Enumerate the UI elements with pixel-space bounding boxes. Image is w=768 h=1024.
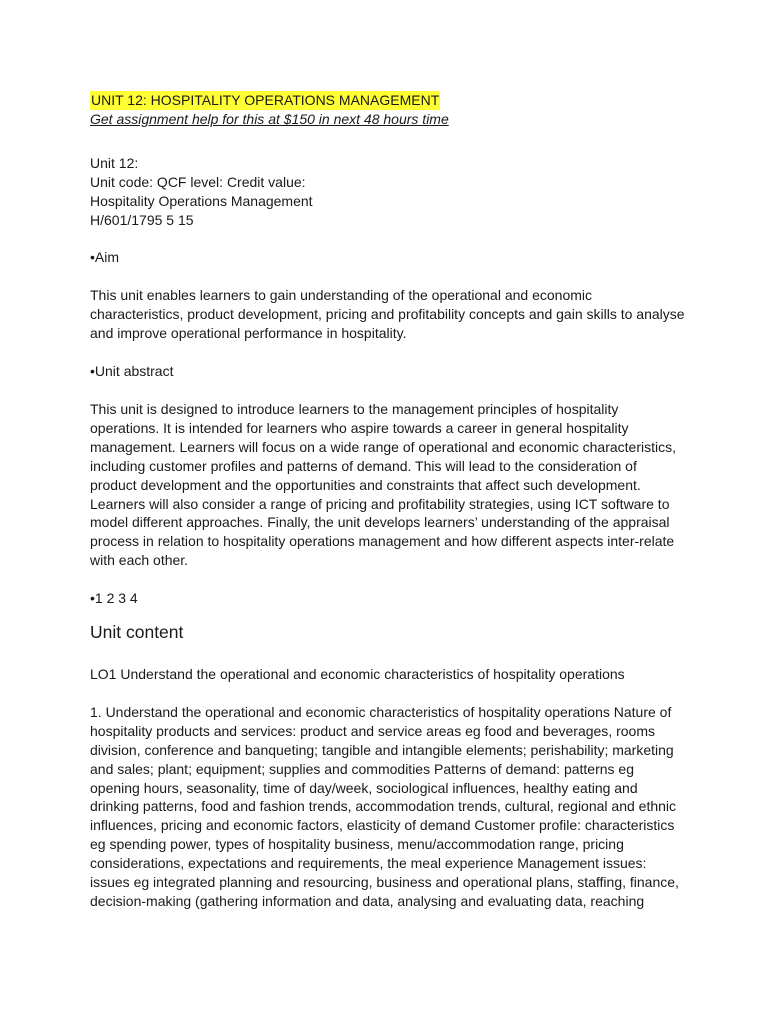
lo1-line: issues eg integrated planning and resourcing, business and operational plans, staffing, finance, [90,874,679,891]
lo1-line: decision-making (gathering information and data, analysing and evaluating data, reaching [90,893,645,909]
aim-line: This unit enables learners to gain understanding of the operational and economic [90,287,592,304]
lo1-line: opening hours, seasonality, time of day/week, sociological influences, healthy eating and [90,779,638,796]
lo1-text [90,703,702,911]
lo1-line: eg spending power, types of hospitality business, menu/accommodation range, pricing [90,836,624,853]
aim-text [90,286,702,343]
abstract-line: This unit is designed to introduce learners to the management principles of hospitality [90,400,619,417]
document-title: UNIT 12: HOSPITALITY OPERATIONS MANAGEMENT [91,92,440,108]
aim-line: characteristics, product development, pricing and profitability concepts and gain skills to analyse [90,306,685,323]
unit-info-block [90,154,702,230]
aim-heading: •Aim [90,249,120,266]
unit-info-line: H/601/1795 5 15 [90,211,194,228]
abstract-line: model different approaches. Finally, the unit develops learners’ understanding of the appraisal [90,514,670,531]
lo1-line: and sales; plant; equipment; supplies and commodities Patterns of demand: patterns eg [90,760,634,777]
unit-info-line: Unit 12: [90,154,139,171]
aim-line: and improve operational performance in hospitality. [90,325,407,342]
unit-info-line: Unit code: QCF level: Credit value: [90,173,306,190]
document-body [90,91,702,911]
abstract-heading: •Unit abstract [90,363,174,380]
lo1-line: drinking patterns, food and fashion trends, accommodation trends, cultural, regional and ethnic [90,798,677,815]
title-row [90,91,702,110]
abstract-line: including customer profiles and patterns of demand. This will lead to the consideration of [90,457,637,474]
unit-info-line: Hospitality Operations Management [90,192,313,209]
abstract-line: management. Learners will focus on a wide range of operational and economic characteristics, [90,438,676,455]
lo1-line: hospitality products and services: product and service areas eg food and beverages, rooms [90,722,655,739]
lo1-line: considerations, expectations and requirements, the meal experience Management issues: [90,855,647,872]
lo1-heading: LO1 Understand the operational and economic characteristics of hospitality operations [90,666,625,683]
outcomes-line: •1 2 3 4 [90,590,138,607]
unit-content-heading: Unit content [90,622,184,643]
lo1-line: influences, pricing and economic factors, elasticity of demand Customer profile: characteristics [90,817,675,834]
abstract-line: process in relation to hospitality operations management and how different aspects inter-relate [90,533,675,550]
abstract-line: product development and the opportunities and constraints that affect such development. [90,476,641,493]
abstract-text [90,400,702,570]
promo-line: Get assignment help for this at $150 in next 48 hours time [90,110,449,127]
lo1-line: division, conference and banqueting; tangible and intangible elements; perishability; marketing [90,741,674,758]
lo1-line: 1. Understand the operational and economic characteristics of hospitality operations Nature of [90,703,672,720]
abstract-line: Learners will also consider a range of pricing and profitability strategies, using ICT software to [90,495,670,512]
abstract-line: operations. It is intended for learners who aspire towards a career in general hospitality [90,419,629,436]
abstract-line: with each other. [90,552,189,569]
